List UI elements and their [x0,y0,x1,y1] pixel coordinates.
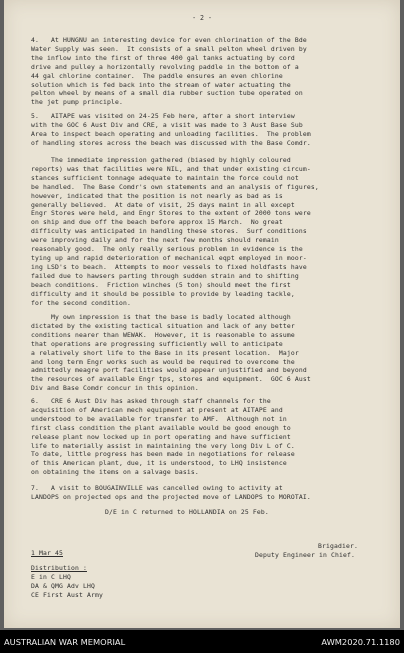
distribution-heading: Distribution : [31,564,87,572]
page-number: - 2 - [192,14,212,22]
signature-rank: Brigadier. [318,542,358,550]
archive-footer [0,630,404,653]
footer-accession-number: AWM2020.71.1180 [321,636,400,647]
paragraph-5-opinion: My own impression is that the base is badly located although dictated by the existing tactical situation and lack of any better conditions nearer than WEWAK. However, it is reasonable to assume that operations are progressing sufficiently well to anticipate a relatively short life to the Base in its present location. Major and long term Engr works such as would be required to overcome the admittedly meagre port facilities would appear unjustified and beyond the resources of available Engr tps, stores and equipment. GOC 6 Aust Div and Base Comdr concur in this opinion. [31,313,311,393]
paragraph-5: 5. AITAPE was visited on 24-25 Feb here, after a short interview with the GOC 6 Aust Div and CRE, a visit was made to 3 Aust Base Sub Area to inspect beach operating and unloading facilities. The problem of handling stores across the beach was discussed with the Base Comdr. [31,112,311,147]
paragraph-4: 4. At HUNGNU an interesting device for even chlorination of the Bde Water Supply was seen. It consists of a small pelton wheel driven by the inflow into the first of three 400 gal tanks actuating by cord drive and pulley a horizontally revolving paddle in the bottom of a 44 gal chlorine container. The paddle ensures an even chlorine solution which is fed back into the stream of water actuating the pelton wheel by means of a small dia rubber suction tube operated on the jet pump principle. [31,36,307,107]
document-page [4,0,400,628]
signature-title: Deputy Engineer in Chief. [255,551,355,559]
paragraph-6: 6. CRE 6 Aust Div has asked through staff channels for the acquisition of American mech equipment at present at AITAPE and understood to be available for transfer to AMF. Although not in first class condition the plant available would be good enough to release plant now locked up in port operating and have sufficient life to materially assist in maintaining the very long Div L of C. To date, little progress has been made in negotiations for release of this American plant, due, it is understood, to LHQ insistence on obtaining the items on a salvage basis. [31,397,295,477]
distribution-list: E in C LHQ DA & QMG Adv LHQ CE First Aust Army [31,573,103,599]
paragraph-5-continued: The immediate impression gathered (biased by highly coloured reports) was that facilities were NIL, and that under existing circum- stances sufficient tonnage adequate to maintain the force could not be handled. The Base Comdr's own statements and an analysis of figures, however, indicated that the position is not nearly as bad as is generally believed. At date of visit, 25 days maint in all except Engr Stores were held, and Engr Stores to the extent of 2000 tons were on ship and due off the beach before approx 15 March. No great difficulty was anticipated in handling these stores. Surf conditions were improving daily and for the next few months should remain reasonably good. The only really serious problem in evidence is the tying up and rapid deterioration of mechanical eqpt employed in moor- ing LSD's to beach. Attempts to moor vessels to fixed holdfasts have failed due to hawsers parting through sudden strain and to shifting beach conditions. Friction winches (5 ton) should meet the first difficulty and it should be possible to provide by leading tackle, for the second condition. [31,156,319,307]
document-date: 1 Mar 45 [31,549,63,557]
paragraph-7: 7. A visit to BOUGAINVILLE was cancelled owing to activity at LANDOPS on projected ops and the projected move of LANDOPS to MOROTAI. [31,484,311,501]
return-note: D/E in C returned to HOLLANDIA on 25 Feb. [105,508,269,516]
footer-institution: AUSTRALIAN WAR MEMORIAL [4,636,126,647]
